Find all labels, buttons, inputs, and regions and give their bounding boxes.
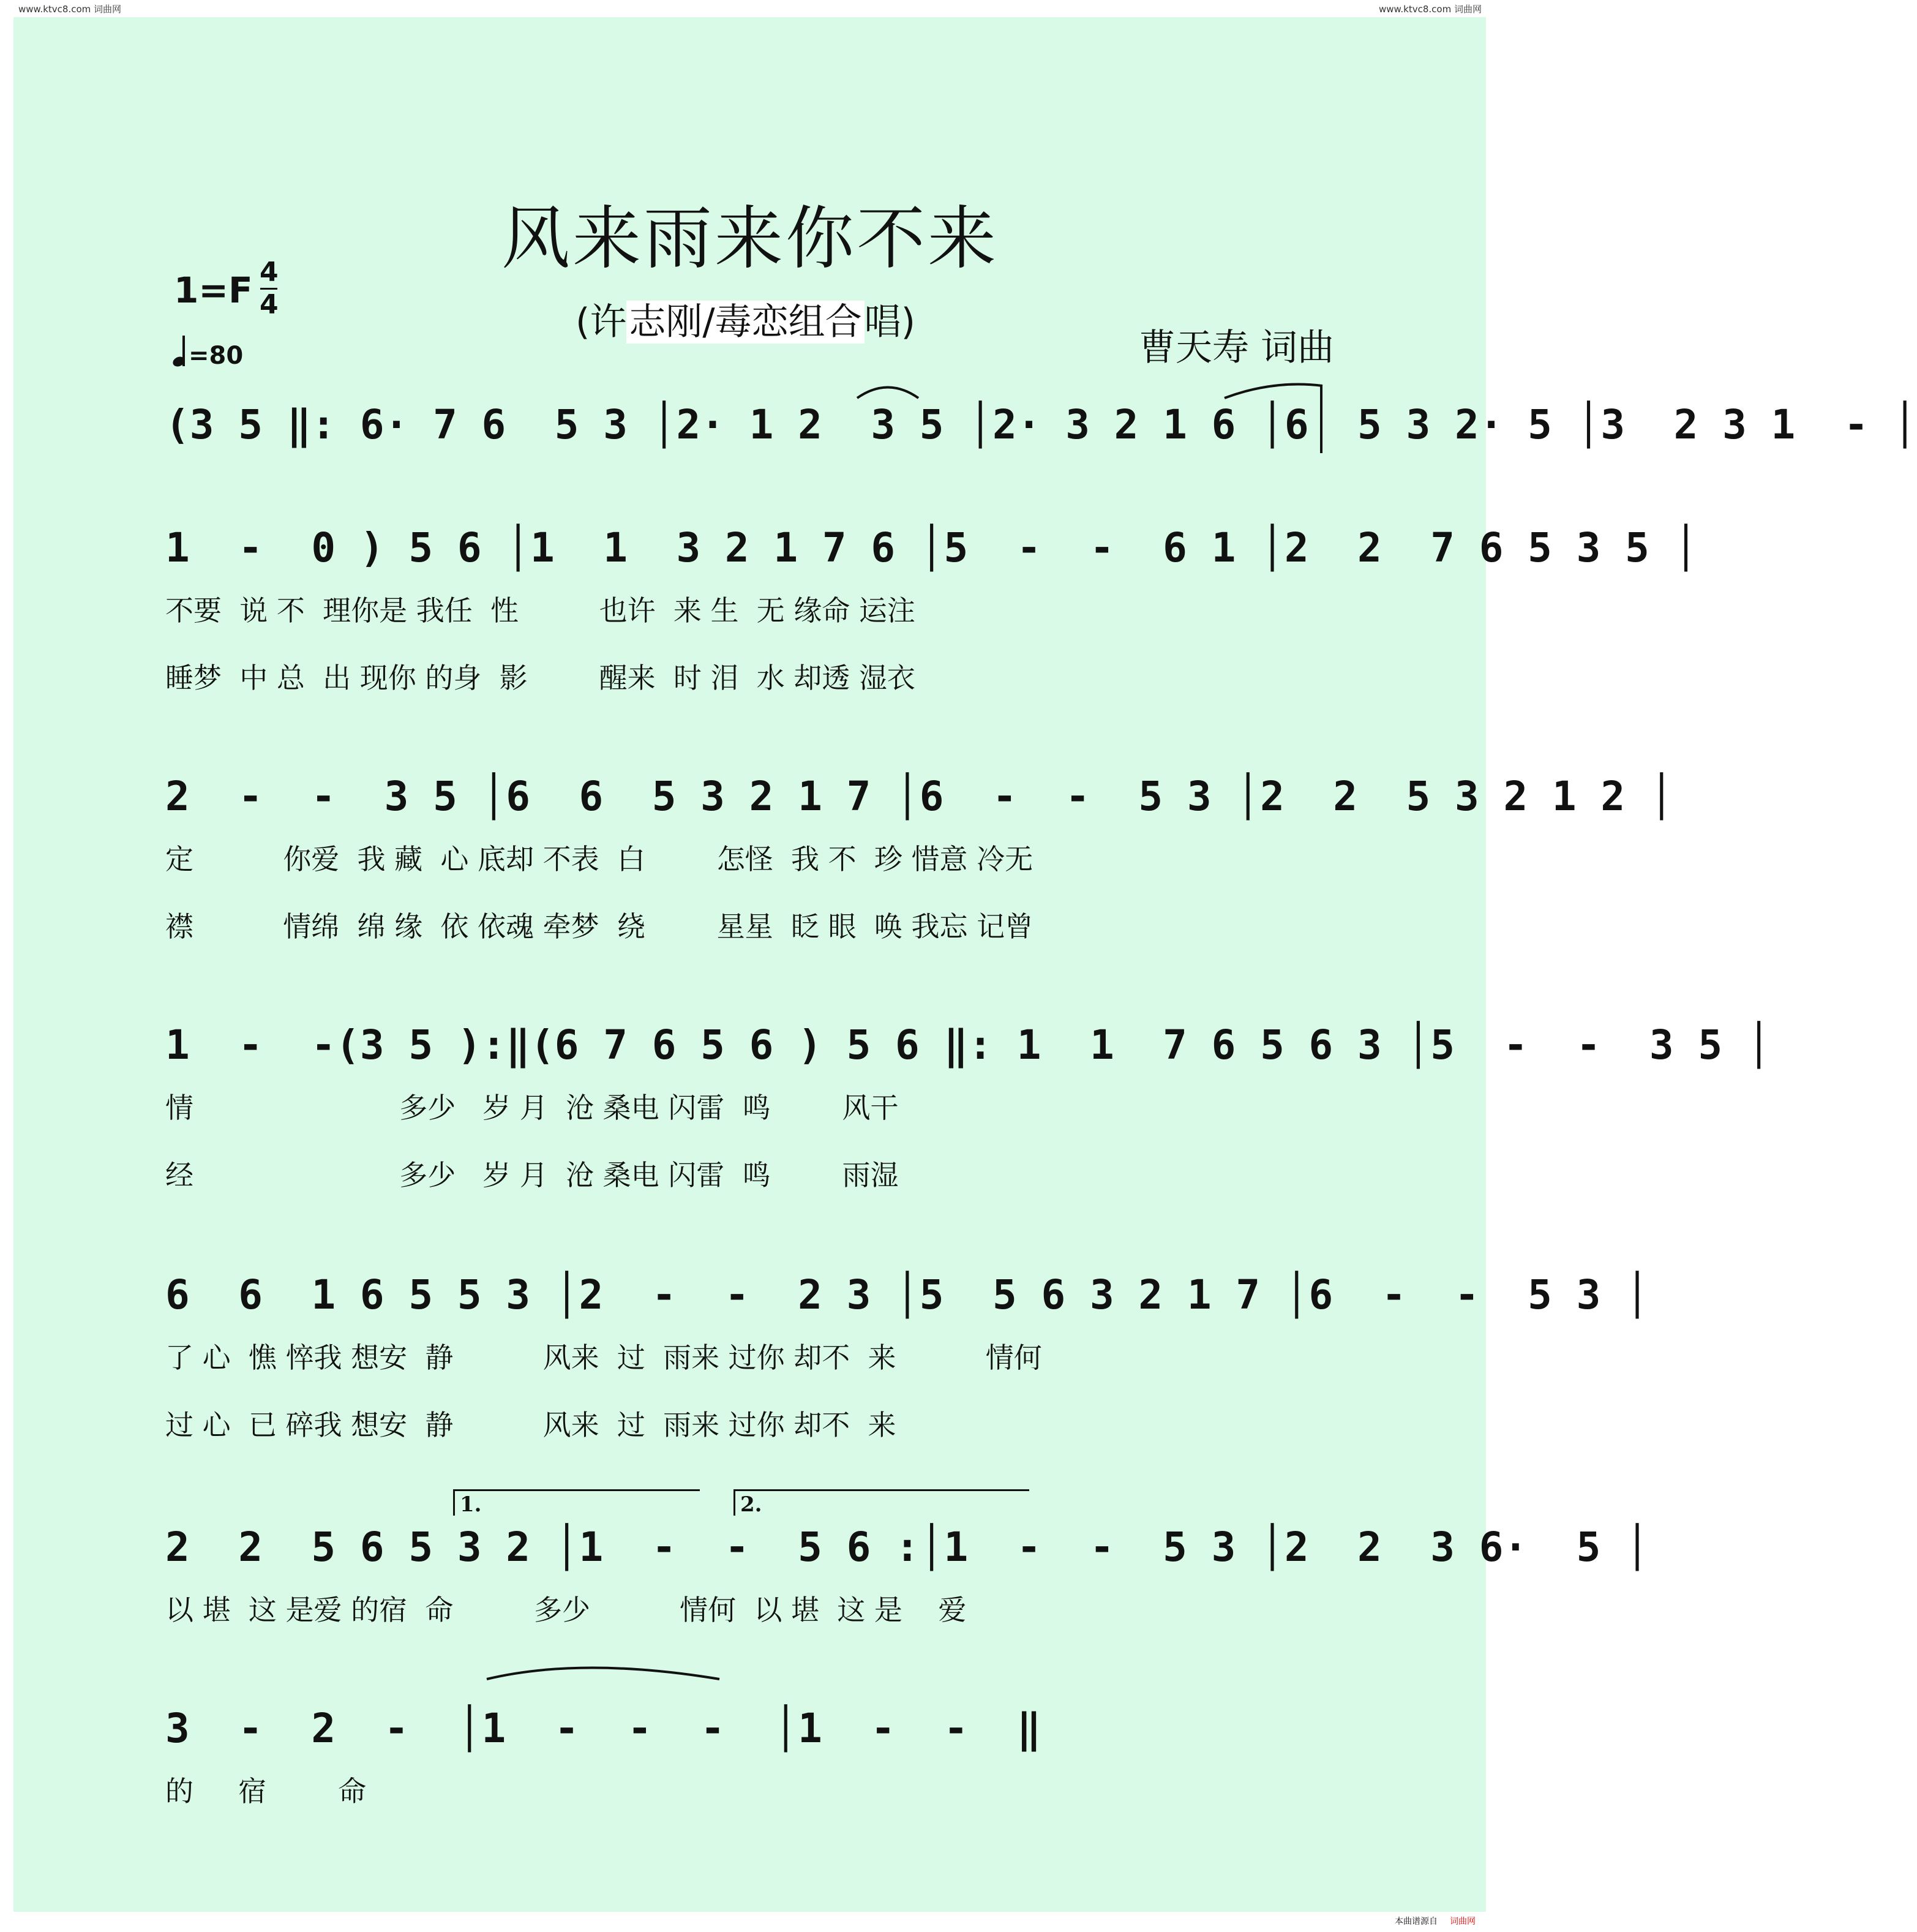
composer-credit: 曹天寿 词曲	[1139, 326, 1335, 369]
notation-line: 3 - 2 - │1 - - - │1 - - ‖	[165, 1705, 1041, 1752]
volta-2-label: 2.	[740, 1492, 762, 1517]
singers-highlight: 志刚/毒恋组合	[626, 301, 864, 344]
key-signature: 1=F	[174, 269, 253, 311]
time-bottom: 4	[260, 289, 279, 320]
notation-line: 2 - - 3 5 │6 6 5 3 2 1 7 │6 - - 5 3 │2 2 5 3 2 1 2 │	[165, 773, 1674, 820]
song-title: 风来雨来你不来	[501, 199, 999, 279]
lyrics-verse-1: 不要 说 不 理你是 我任 性 也许 来 生 无 缘命 运注	[165, 594, 915, 627]
footer-source	[1395, 1915, 1476, 1927]
lyrics-verse-1: 情 多少 岁 月 沧 桑电 闪雷 鸣 风干	[165, 1091, 899, 1124]
lyrics-verse-2: 襟 情绵 绵 缘 依 依魂 牵梦 绕 星星 眨 眼 唤 我忘 记曾	[165, 910, 1034, 943]
lyrics-verse-1: 以 堪 这 是爱 的宿 命 多少 情何 以 堪 这 是 爱	[165, 1593, 967, 1626]
tempo-value: =80	[189, 342, 244, 370]
singers-prefix: (许	[576, 301, 627, 344]
footer-text: 本曲谱源自	[1395, 1917, 1438, 1926]
lyrics-verse-2: 过 心 已 碎我 想安 静 风来 过 雨来 过你 却不 来	[165, 1408, 896, 1441]
notation-line: 6 6 1 6 5 5 3 │2 - - 2 3 │5 5 6 3 2 1 7 │6 - - 5 3 │	[165, 1271, 1649, 1318]
lyrics-verse-1: 了 心 憔 悴我 想安 静 风来 过 雨来 过你 却不 来 情何	[165, 1341, 1042, 1374]
footer-brand: 词曲网	[1450, 1917, 1476, 1926]
notation-line: 1 - 0 ) 5 6 │1 1 3 2 1 7 6 │5 - - 6 1 │2 2 7 6 5 3 5 │	[165, 524, 1698, 571]
notation-line: 1 - -(3 5 ):‖(6 7 6 5 6 ) 5 6 ‖: 1 1 7 6 5 6 3 │5 - - 3 5 │	[165, 1021, 1771, 1069]
lyrics-verse-2: 经 多少 岁 月 沧 桑电 闪雷 鸣 雨湿	[165, 1159, 899, 1192]
notation-line: (3 5 ‖: 6· 7 6 5 3 │2· 1 2 3 5 │2· 3 2 1 6 │6 5 3 2· 5 │3 2 3 1 - │	[165, 401, 1917, 448]
volta-1-label: 1.	[460, 1492, 482, 1517]
lyrics-verse-1: 的 宿 命	[165, 1775, 367, 1808]
tie-slur	[1225, 385, 1322, 399]
tie-slur	[487, 1668, 719, 1680]
tie-slur	[857, 388, 918, 399]
lyrics-verse-1: 定 你爱 我 藏 心 底却 不表 白 怎怪 我 不 珍 惜意 冷无	[165, 843, 1034, 876]
corner-watermark-right: www.ktvc8.com 词曲网	[1378, 4, 1482, 15]
singers-suffix: 唱)	[864, 301, 916, 344]
corner-watermark-left: www.ktvc8.com 词曲网	[18, 4, 122, 15]
notation-line: 2 2 5 6 5 3 2 │1 - - 5 6 :│1 - - 5 3 │2 2 3 6· 5 │	[165, 1524, 1649, 1571]
time-top: 4	[260, 257, 279, 288]
lyrics-verse-2: 睡梦 中 总 出 现你 的身 影 醒来 时 泪 水 却透 湿衣	[165, 661, 915, 694]
